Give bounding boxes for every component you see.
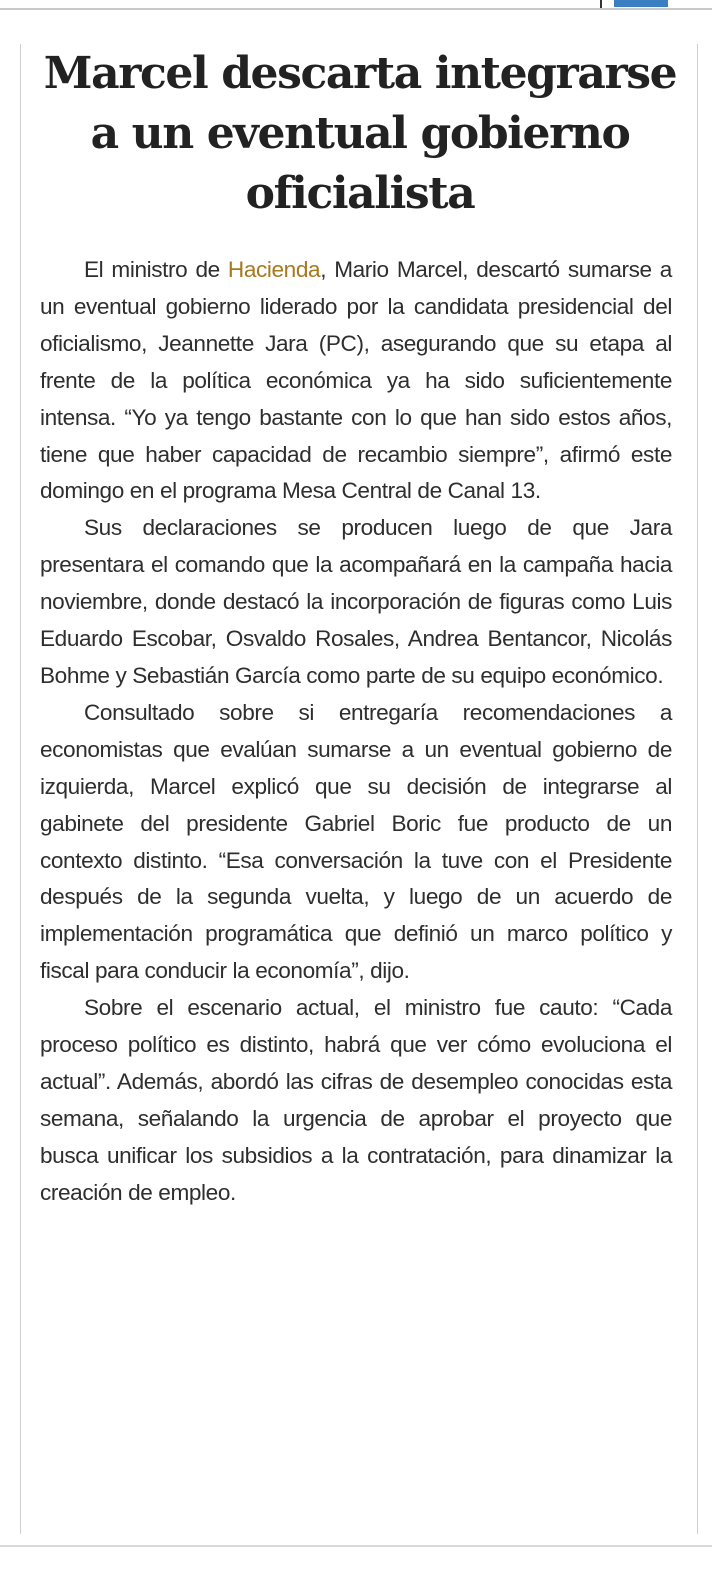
right-column-rule <box>697 44 698 1534</box>
article-body <box>40 252 672 1212</box>
section-badge <box>614 0 668 7</box>
dateline-fragment <box>250 0 590 6</box>
page-header-strip <box>0 0 712 10</box>
paragraph-1-lead: El ministro de <box>84 257 228 282</box>
article-paragraph-3: Consultado sobre si entregaría recomendaciones a economistas que evalúan sumarse a un eventual gobierno de izquierda, Marcel explicó que su decisión de integrarse al gabinete del presidente Gabriel Boric fue producto de un contexto distinto. “Esa conversación la tuve con el Presidente después de la segunda vuelta, y luego de un acuerdo de implementación programática que definió un marco político y fiscal para conducir la economía”, dijo. <box>40 699 672 984</box>
header-divider <box>600 0 602 8</box>
bottom-rule <box>0 1545 712 1547</box>
article-headline: Marcel descarta integrarse a un eventual gobierno oficialista <box>43 48 677 219</box>
article-paragraph-2: Sus declaraciones se producen luego de que Jara presentara el comando que la acompañará en la campaña hacia noviembre, donde destacó la incorporación de figuras como Luis Eduardo Escobar, Osvaldo Rosales, Andrea Bentancor, Nicolás Bohme y Sebastián García como parte de su equipo económico. <box>40 515 672 688</box>
header-rule <box>0 8 712 10</box>
article-paragraph-1 <box>40 252 672 510</box>
article-paragraph-4: Sobre el escenario actual, el ministro fue cauto: “Cada proceso político es distinto, habrá que ver cómo evoluciona el actual”. Además, abordó las cifras de desempleo conocidas esta semana, señalando la urgencia de aprobar el proyecto que busca unificar los subsidios a la contratación, para dinamizar la creación de empleo. <box>40 995 672 1205</box>
hacienda-keyword: Hacienda <box>227 257 321 282</box>
left-column-rule <box>20 44 21 1534</box>
paragraph-1-rest: , Mario Marcel, descartó sumarse a un eventual gobierno liderado por la candidata presidencial del oficialismo, Jeannette Jara (PC), asegurando que su etapa al frente de la política económica ya ha sido suficientemente intensa. “Yo ya tengo bastante con lo que han sido estos años, tiene que haber capacidad de recambio siempre”, afirmó este domingo en el programa Mesa Central de Canal 13. <box>40 257 672 504</box>
